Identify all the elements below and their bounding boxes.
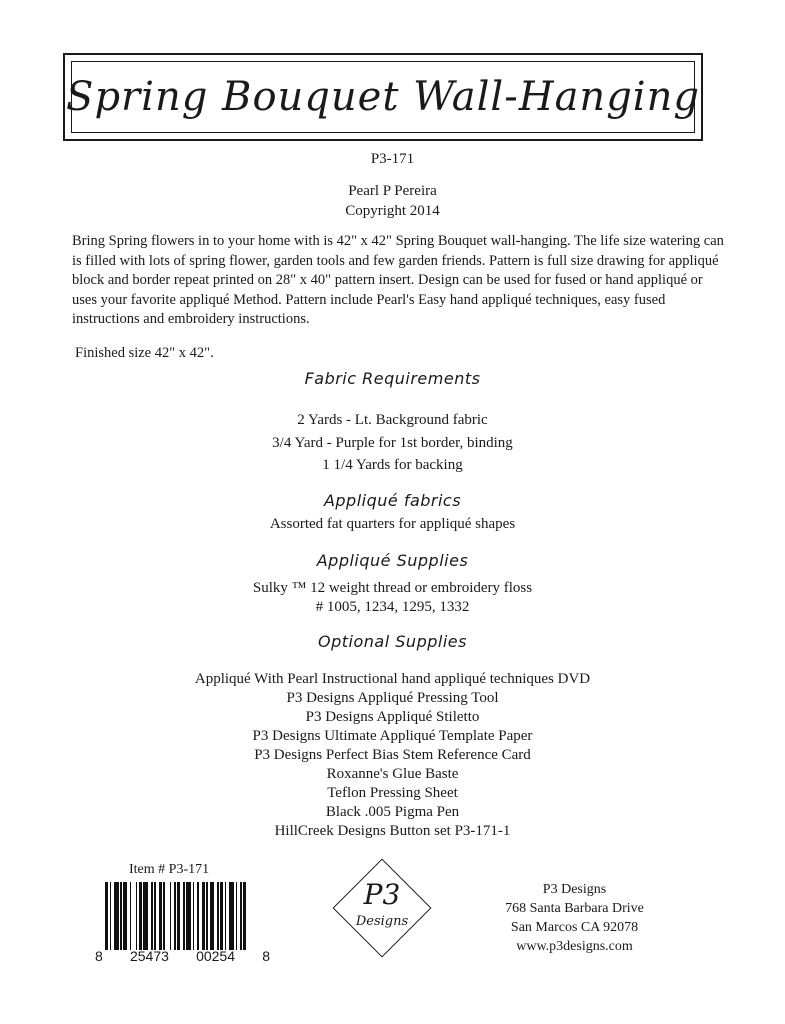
optional-supplies-item: P3 Designs Appliqué Pressing Tool bbox=[286, 690, 499, 706]
applique-fabrics-heading: Appliqué fabrics bbox=[323, 491, 462, 510]
p3-designs-logo bbox=[332, 858, 432, 958]
address-line: P3 Designs bbox=[542, 882, 607, 897]
optional-supplies-item: HillCreek Designs Button set P3-171-1 bbox=[274, 823, 511, 839]
optional-supplies-heading: Optional Supplies bbox=[318, 632, 467, 651]
address-line: San Marcos CA 92078 bbox=[510, 920, 639, 935]
logo-p3: P3 bbox=[363, 878, 401, 911]
barcode-digit-group: 25473 bbox=[129, 948, 169, 964]
optional-supplies-item: P3 Designs Ultimate Appliqué Template Paper bbox=[252, 728, 533, 744]
fabric-requirement-item: 2 Yards - Lt. Background fabric bbox=[297, 412, 488, 428]
optional-supplies-item: P3 Designs Perfect Bias Stem Reference Card bbox=[254, 747, 531, 763]
address-line: www.p3designs.com bbox=[516, 939, 633, 954]
barcode-bar bbox=[246, 882, 249, 950]
copyright: Copyright 2014 bbox=[345, 203, 440, 219]
applique-supplies-heading: Appliqué Supplies bbox=[316, 551, 469, 570]
barcode-digit-group: 00254 bbox=[196, 948, 236, 964]
fabric-requirement-item: 3/4 Yard - Purple for 1st border, binding bbox=[272, 435, 513, 451]
optional-supplies-item: P3 Designs Appliqué Stiletto bbox=[305, 709, 480, 725]
item-number: Item # P3-171 bbox=[129, 862, 210, 877]
finished-size: Finished size 42" x 42". bbox=[75, 345, 214, 361]
fabric-requirement-item: 1 1/4 Yards for backing bbox=[322, 457, 463, 473]
description: Bring Spring flowers in to your home with is 42" x 42" Spring Bouquet wall-hanging. The life size watering can is filled with lots of spring flower, garden tools and few garden friends. Pattern is full size drawing for appliqué block and border repeat printed on 28" x 40" pattern insert. Design can be used for fused or hand appliqué or uses your favorite appliqué Method. Pattern include Pearl's Easy hand appliqué techniques, easy fused instructions and embroidery instructions. bbox=[72, 233, 724, 328]
applique-supplies-item: # 1005, 1234, 1295, 1332 bbox=[315, 599, 470, 615]
barcode bbox=[105, 882, 250, 950]
page-title: Spring Bouquet Wall-Hanging bbox=[66, 74, 700, 120]
address-line: 768 Santa Barbara Drive bbox=[505, 901, 644, 916]
applique-fabrics-item: Assorted fat quarters for appliqué shapes bbox=[269, 516, 516, 532]
publisher-address bbox=[492, 880, 657, 956]
fabric-requirements-heading: Fabric Requirements bbox=[304, 369, 481, 388]
optional-supplies-item: Appliqué With Pearl Instructional hand appliqué techniques DVD bbox=[194, 671, 591, 687]
pattern-number: P3-171 bbox=[370, 151, 415, 167]
author-name: Pearl P Pereira bbox=[348, 183, 437, 199]
barcode-digit-group: 8 bbox=[262, 948, 270, 964]
optional-supplies-item: Roxanne's Glue Baste bbox=[326, 766, 459, 782]
title-frame bbox=[63, 53, 703, 141]
logo-designs: Designs bbox=[355, 914, 409, 929]
optional-supplies-item: Teflon Pressing Sheet bbox=[327, 785, 458, 801]
barcode-digit-group: 8 bbox=[95, 948, 103, 964]
applique-supplies-item: Sulky ™ 12 weight thread or embroidery floss bbox=[252, 580, 533, 596]
optional-supplies-item: Black .005 Pigma Pen bbox=[325, 804, 460, 820]
title-frame-inner bbox=[66, 61, 700, 133]
barcode-digits bbox=[95, 948, 270, 964]
